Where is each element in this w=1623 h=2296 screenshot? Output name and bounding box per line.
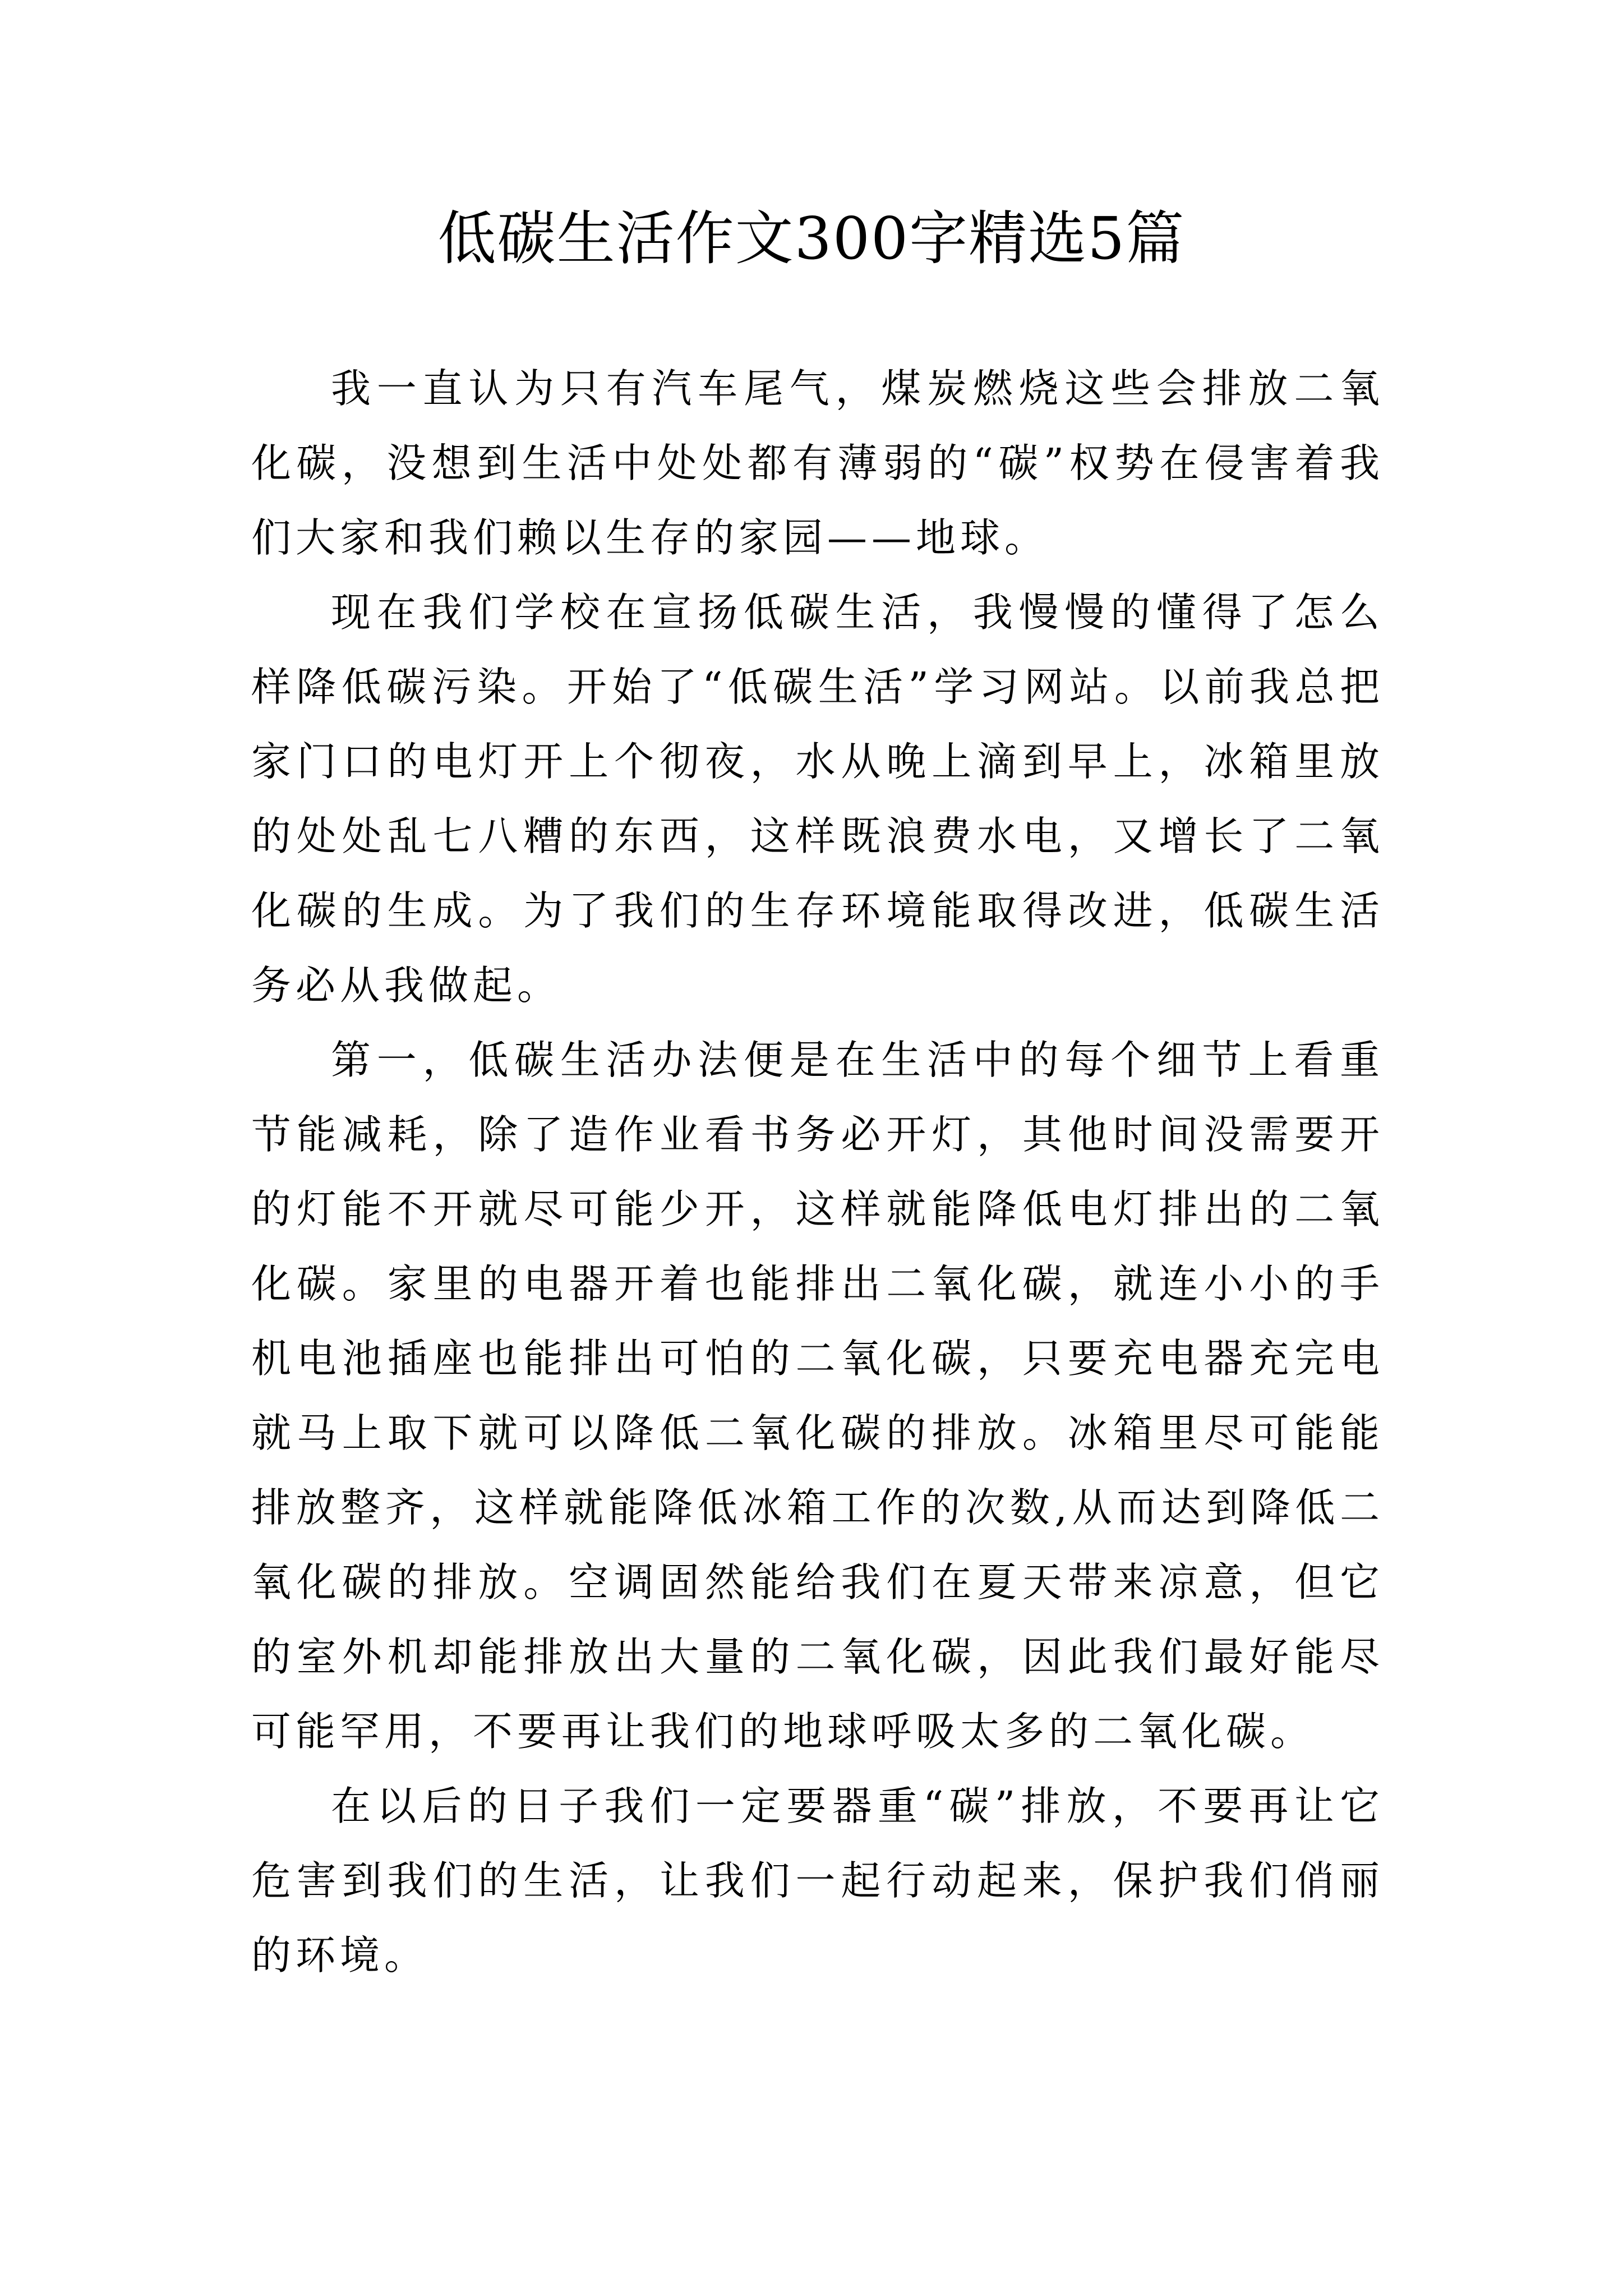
paragraph-4: 在以后的日子我们一定要器重“碳”排放，不要再让它危害到我们的生活，让我们一起行动起来，保护我们俏丽的环境。 <box>251 1783 1384 1978</box>
paragraph-2: 现在我们学校在宣扬低碳生活，我慢慢的懂得了怎么样降低碳污染。开始了“低碳生活”学习网站。以前我总把家门口的电灯开上个彻夜，水从晚上滴到早上，冰箱里放的处处乱七八糟的东西，这样既浪费水电，又增长了二氧化碳的生成。为了我们的生存环境能取得改进，低碳生活务必从我做起。 <box>251 589 1384 1009</box>
document-title: 低碳生活作文300字精选5篇 <box>437 204 1186 273</box>
document-body <box>251 351 1384 1993</box>
paragraph-3: 第一，低碳生活办法便是在生活中的每个细节上看重节能减耗，除了造作业看书务必开灯，其他时间没需要开的灯能不开就尽可能少开，这样就能降低电灯排出的二氧化碳。家里的电器开着也能排出二氧化碳，就连小小的手机电池插座也能排出可怕的二氧化碳，只要充电器充完电就马上取下就可以降低二氧化碳的排放。冰箱里尽可能能排放整齐，这样就能降低冰箱工作的次数,从而达到降低二氧化碳的排放。空调固然能给我们在夏天带来凉意，但它的室外机却能排放出大量的二氧化碳，因此我们最好能尽可能罕用，不要再让我们的地球呼吸太多的二氧化碳。 <box>251 1037 1384 1755</box>
paragraph-1: 我一直认为只有汽车尾气，煤炭燃烧这些会排放二氧化碳，没想到生活中处处都有薄弱的“碳”权势在侵害着我们大家和我们赖以生存的家园——地球。 <box>251 365 1384 561</box>
